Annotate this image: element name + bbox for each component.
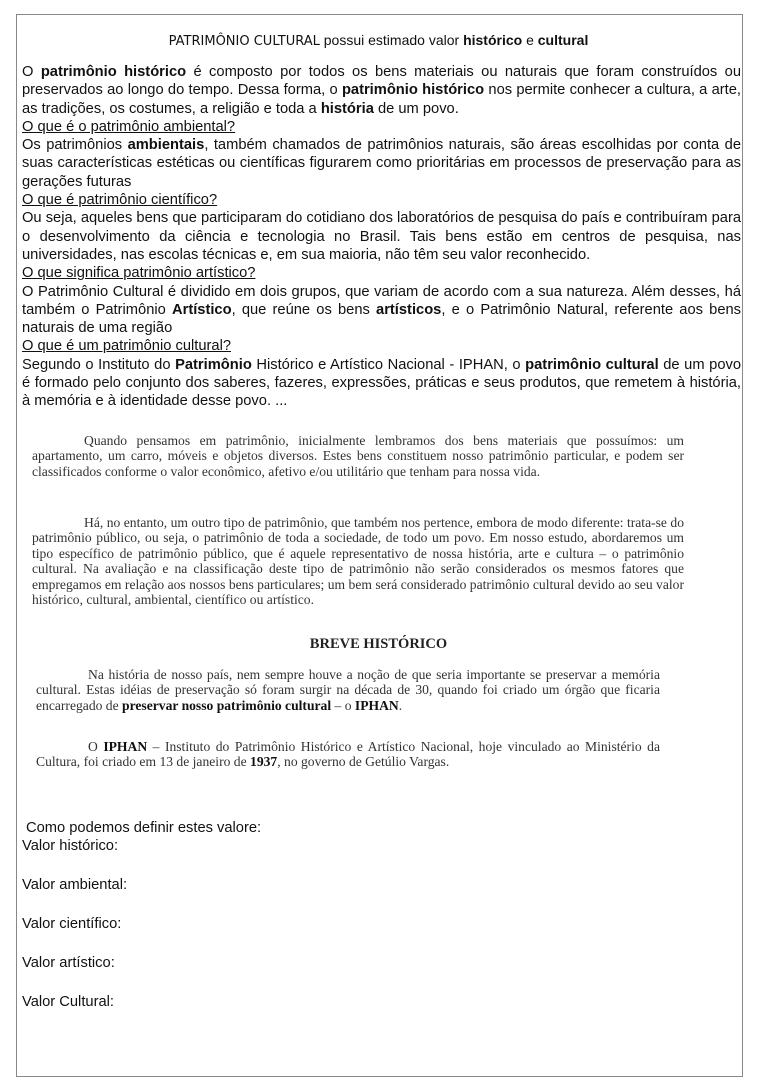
question-artistico: O que significa patrimônio artístico? xyxy=(22,265,256,282)
value-artistico-label: Valor artístico: xyxy=(22,955,115,971)
paragraph-ambiental: Os patrimônios ambientais, também chamados de patrimônios naturais, são áreas escolhidas por conta de suas características estéticas ou científicas figurarem como prioritárias em processos de preservação para as gerações futuras xyxy=(22,137,741,190)
value-historico-label: Valor histórico: xyxy=(22,838,119,854)
text-block xyxy=(22,63,741,411)
scanned-paragraph-2: Há, no entanto, um outro tipo de patrimônio, que também nos pertence, embora de modo diferente: trata-se do patrimônio público, ou seja, o patrimônio de toda a sociedade, de todo um povo. Em nosso estudo, abordaremos um tipo específico de patrimônio público, que é aquele representativo de nossa história, arte e cultura – o patrimônio cultural. Na avaliação e na classificação deste tipo de patrimônio não serão considerados os mesmos fatores que empregamos em relação aos nossos bens particulares; um bem será considerado patrimônio cultural devido ao seu valor histórico, cultural, ambiental, científico ou artístico. xyxy=(32,515,684,608)
question-ambiental: O que é o patrimônio ambiental? xyxy=(22,118,236,135)
value-cultural-label: Valor Cultural: xyxy=(22,994,114,1010)
scanned-paragraph-4: O IPHAN – Instituto do Patrimônio Histórico e Artístico Nacional, hoje vinculado ao Ministério da Cultura, foi criado em 13 de janeiro de 1937, no governo de Getúlio Vargas. xyxy=(36,739,660,770)
question-cultural: O que é um patrimônio cultural? xyxy=(22,338,231,355)
paragraph-cultural: Segundo o Instituto do Patrimônio Histórico e Artístico Nacional - IPHAN, o patrimônio cultural de um povo é formado pelo conjunto dos saberes, fazeres, expressões, práticas e seus produtos, que remetem à história, à memória e à identidade desse povo. ... xyxy=(22,356,742,410)
paragraph-historico: O patrimônio histórico é composto por todos os bens materiais ou naturais que foram construídos ou preservados ao longo do tempo. Dessa forma, o patrimônio histórico nos permite conhecer a cultura, a arte, as tradições, os costumes, a religião e toda a história de um povo. xyxy=(22,64,741,117)
page-title: PATRIMÔNIO CULTURAL possui estimado valor histórico e cultural xyxy=(168,32,589,49)
question-prompt: Como podemos definir estes valore: xyxy=(26,820,262,836)
value-ambiental-label: Valor ambiental: xyxy=(22,877,128,893)
paragraph-cientifico: Ou seja, aqueles bens que participaram do cotidiano dos laboratórios de pesquisa do país e contribuíram para o desenvolvimento da ciência e tecnologia no Brasil. Tais bens estão em centros de pesquisa, nas universidades, nas escolas técnicas e, em sua maioria, não têm seu valor reconhecido. xyxy=(22,210,741,263)
scanned-paragraph-3: Na história de nosso país, nem sempre houve a noção de que seria importante se preservar a memória cultural. Estas idéias de preservação só foram surgir na década de 30, quando foi criado um órgão que ficaria encarregado de preservar nosso patrimônio cultural – o IPHAN. xyxy=(36,667,660,713)
section-heading: BREVE HISTÓRICO xyxy=(309,636,448,652)
scanned-paragraph-1: Quando pensamos em patrimônio, inicialmente lembramos dos bens materiais que possuímos: um apartamento, um carro, móveis e objetos diversos. Estes bens constituem nosso patrimônio particular, e podem ser classificados conforme o valor econômico, afetivo e/ou utilitário que tenham para nossa vida. xyxy=(32,433,684,479)
question-cientifico: O que é patrimônio científico? xyxy=(22,192,218,209)
paragraph-artistico: O Patrimônio Cultural é dividido em dois grupos, que variam de acordo com a sua natureza. Além desses, há também o Patrimônio Artístico, que reúne os bens artísticos, e o Patrimônio Natural, referente aos bens naturais de uma região xyxy=(22,283,742,337)
value-cientifico-label: Valor científico: xyxy=(22,916,122,932)
